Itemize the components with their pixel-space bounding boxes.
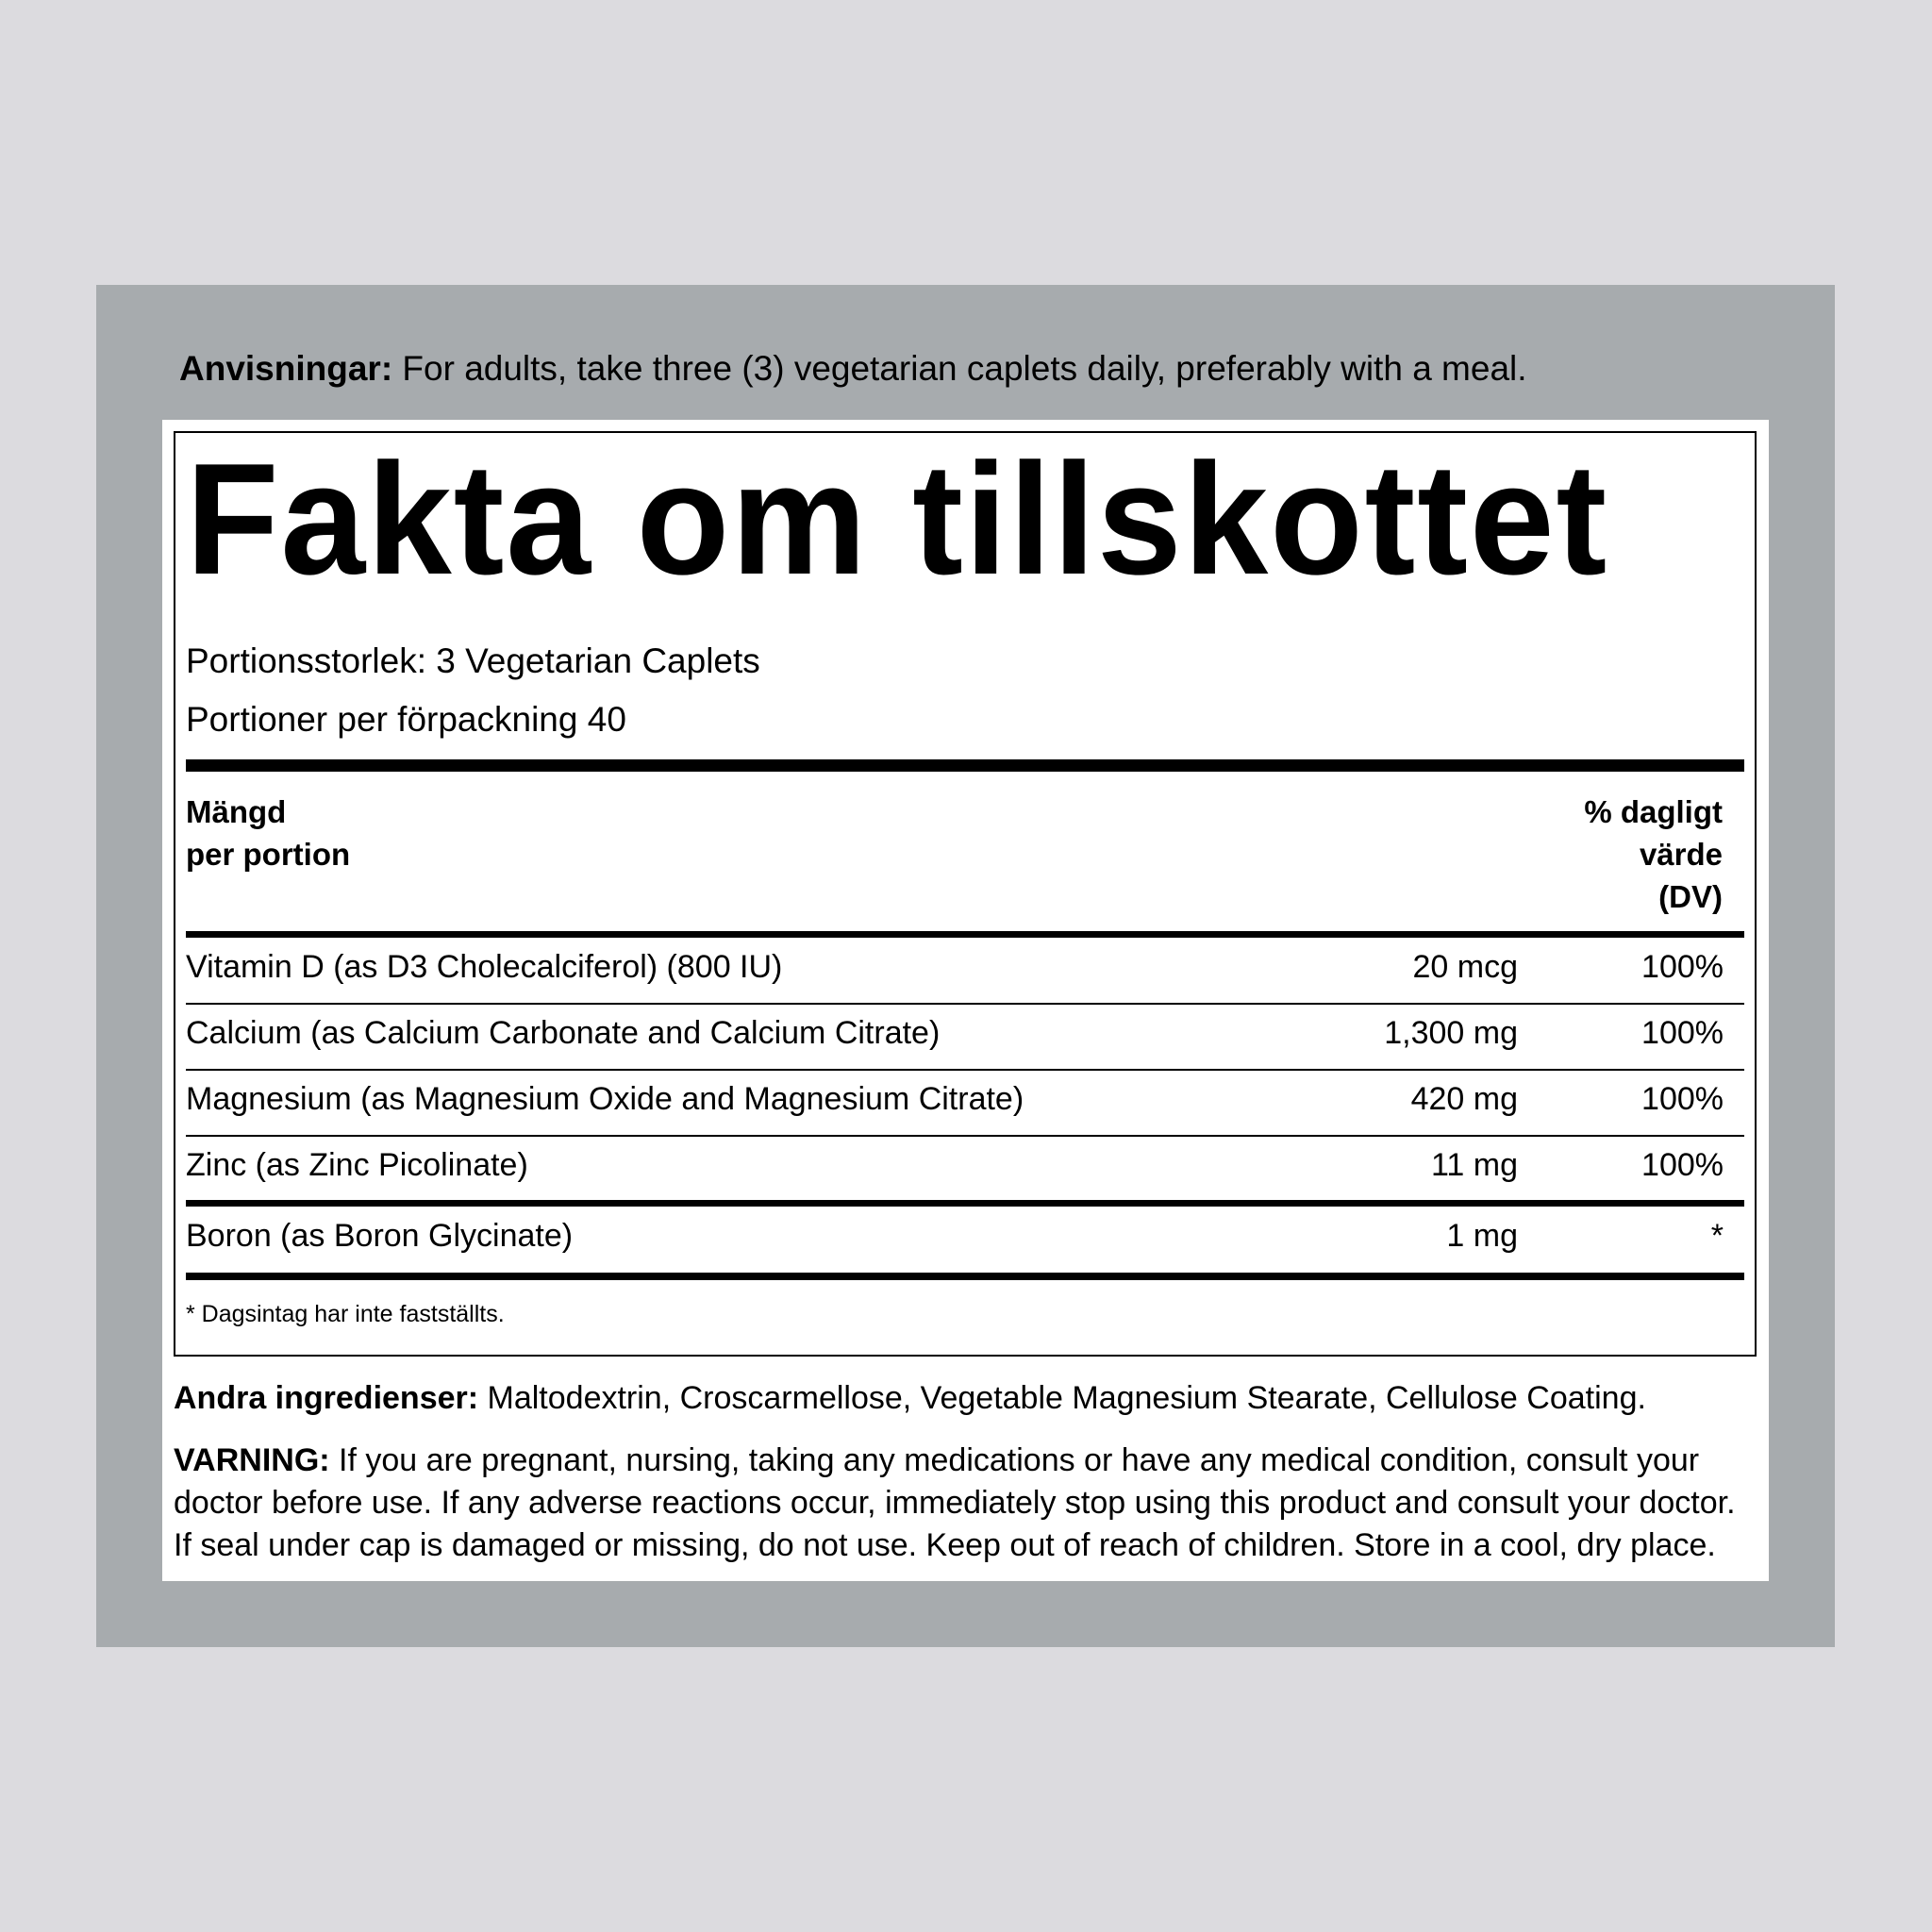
row-divider [186, 1135, 1744, 1137]
row-divider-thick [186, 1200, 1744, 1207]
amount-per-serving-header [186, 791, 350, 875]
thick-divider [186, 759, 1744, 772]
dv-header-line2: värde [1639, 837, 1723, 872]
table-row [186, 1009, 1744, 1057]
nutrient-daily-value: 100% [1641, 949, 1724, 985]
daily-value-header [1515, 791, 1723, 918]
nutrient-daily-value: 100% [1641, 1015, 1724, 1051]
nutrient-daily-value: 100% [1641, 1147, 1724, 1183]
nutrient-amount: 1,300 mg [1384, 1015, 1518, 1051]
directions-text [179, 345, 1783, 392]
nutrient-name: Calcium (as Calcium Carbonate and Calcium Citrate) [186, 1015, 941, 1051]
other-ingredients-text: Maltodextrin, Croscarmellose, Vegetable Magnesium Stearate, Cellulose Coating. [478, 1380, 1646, 1416]
amount-header-line2: per portion [186, 837, 351, 872]
warning-text: If you are pregnant, nursing, taking any medications or have any medical condition, consult your doctor before use. If any adverse reactions occur, immediately stop using this product and consult your doctor. If seal under cap is damaged or missing, do not use. Keep out of reach of children. Store in a cool, dry place. [174, 1442, 1736, 1563]
nutrient-amount: 1 mg [1446, 1218, 1518, 1254]
facts-title: Fakta om tillskottet [186, 430, 1609, 608]
amount-header-line1: Mängd [186, 794, 287, 829]
warning-label: VARNING: [174, 1442, 330, 1478]
directions-body: For adults, take three (3) vegetarian caplets daily, preferably with a meal. [392, 349, 1527, 388]
nutrient-amount: 420 mg [1410, 1081, 1518, 1117]
nutrient-name: Vitamin D (as D3 Cholecalciferol) (800 IU) [186, 949, 783, 985]
serving-size: Portionsstorlek: 3 Vegetarian Caplets [186, 641, 760, 680]
warning [174, 1440, 1758, 1567]
table-row [186, 1141, 1744, 1189]
dv-header-line3: (DV) [1658, 879, 1723, 914]
nutrient-name: Zinc (as Zinc Picolinate) [186, 1147, 528, 1183]
table-row [186, 1075, 1744, 1123]
nutrient-daily-value: * [1710, 1218, 1724, 1254]
dv-header-line1: % dagligt [1584, 794, 1723, 829]
directions-label: Anvisningar: [179, 349, 393, 388]
other-ingredients-label: Andra ingredienser: [174, 1380, 479, 1416]
servings-per-container: Portioner per förpackning 40 [186, 700, 626, 739]
table-row [186, 1212, 1744, 1259]
table-row [186, 943, 1744, 991]
nutrient-amount: 11 mg [1431, 1147, 1518, 1183]
nutrient-name: Boron (as Boron Glycinate) [186, 1218, 574, 1254]
row-divider [186, 1069, 1744, 1071]
nutrient-daily-value: 100% [1641, 1081, 1724, 1117]
nutrient-amount: 20 mcg [1412, 949, 1518, 985]
nutrient-name: Magnesium (as Magnesium Oxide and Magnesium Citrate) [186, 1081, 1024, 1117]
footnote: * Dagsintag har inte fastställts. [186, 1301, 505, 1327]
header-divider [186, 931, 1744, 938]
bottom-divider [186, 1273, 1744, 1280]
row-divider [186, 1003, 1744, 1005]
other-ingredients [174, 1375, 1646, 1421]
